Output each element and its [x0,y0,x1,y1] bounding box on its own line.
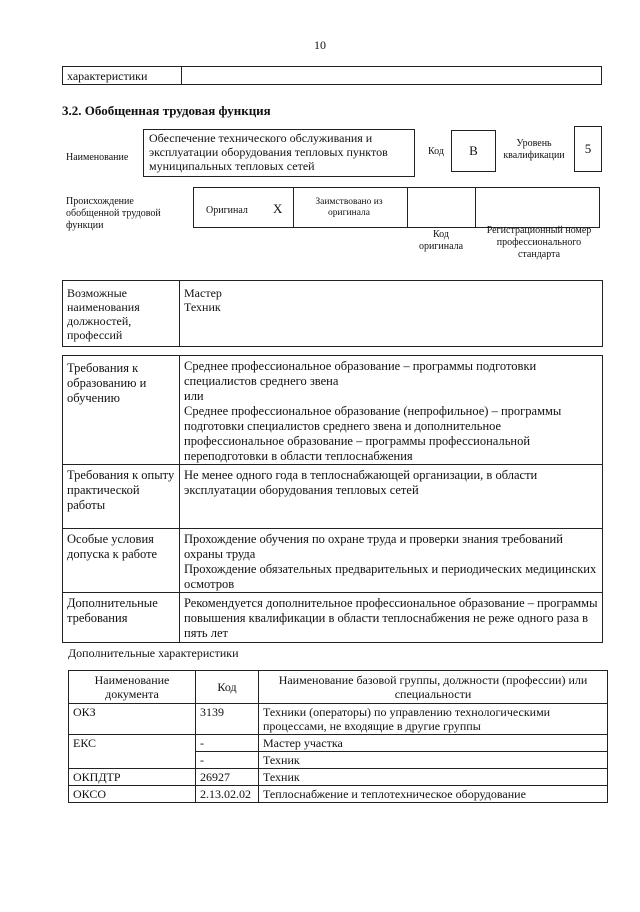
extra-doc-cell: ОКЗ [69,704,196,735]
origin-label: Происхождение обобщенной трудовой функции [66,196,161,231]
borrowed-label: Заимствовано из оригинала [315,197,383,218]
extra-name-cell: Теплоснабжение и теплотехническое оборудование [259,786,608,803]
extra-code-cell: - [196,735,259,752]
origin-table [193,187,600,228]
requirement-line: Рекомендуется дополнительное профессиональное образование – программы повышения квалификации в области теплоснабжения не реже одного раза в пять лет [184,596,598,640]
table-row [69,735,608,752]
extra-code-cell: 3139 [196,704,259,735]
requirement-text [180,356,603,465]
requirement-line: или [184,389,204,403]
extra-table [68,670,608,803]
function-name-value: Обеспечение технического обслуживания и эксплуатации оборудования тепловых пунктов муниципальных тепловых сетей [149,131,388,173]
extra-header-code: Код [196,671,259,704]
extra-name-cell: Мастер участка [259,735,608,752]
extra-doc-cell: ЕКС [69,735,196,752]
table-row [69,786,608,803]
requirement-row [63,593,603,643]
original-label: Оригинал [206,205,248,216]
requirement-text [180,593,603,643]
extra-header-name: Наименование базовой группы, должности (профессии) или специальности [259,671,608,704]
requirement-row [63,529,603,593]
requirement-text [180,465,603,529]
section-title: 3.2. Обобщенная трудовая функция [62,103,271,118]
requirement-text [180,529,603,593]
extra-code-cell: - [196,752,259,769]
extra-doc-cell: ОКСО [69,786,196,803]
code-original-label: Код оригинала [418,229,464,252]
requirement-row [63,465,603,529]
requirement-label: Требования к образованию и обучению [63,356,180,465]
level-value: 5 [584,141,592,156]
page-number: 10 [314,38,326,52]
code-box [451,130,496,172]
requirement-label: Особые условия допуска к работе [63,529,180,593]
top-row-divider [181,67,182,84]
requirement-row [63,356,603,465]
requirement-line: Прохождение обязательных предварительных и периодических медицинских осмотров [184,562,597,591]
requirement-label: Дополнительные требования [63,593,180,643]
requirement-line: Не менее одного года в теплоснабжающей организации, в области эксплуатации оборудования тепловых сетей [184,468,538,497]
code-label: Код [428,146,444,157]
extra-name-cell: Техники (операторы) по управлению технологическими процессами, не входящие в другие группы [259,704,608,735]
name-label: Наименование [66,152,129,163]
requirement-line: Среднее профессиональное образование (непрофильное) – программы подготовки специалистов среднего звена и дополнительное профессиональное образование – программы профессиональной переподготовки в области теплоснабжения [184,404,562,463]
positions-label: Возможные наименования должностей, профессий [63,281,180,347]
code-value: B [469,143,478,158]
positions-table [62,280,603,347]
extra-doc-cell [69,752,196,769]
origin-divider-3 [475,188,476,227]
position-item: Техник [184,300,221,314]
original-mark: X [273,201,283,216]
positions-values [180,281,603,347]
level-box [574,126,602,172]
table-row [69,769,608,786]
requirements-table [62,355,603,643]
requirement-line: Среднее профессиональное образование – программы подготовки специалистов среднего звена [184,359,537,388]
extra-header-doc: Наименование документа [69,671,196,704]
function-name-box [143,129,415,177]
requirement-line: Прохождение обучения по охране труда и проверки знания требований охраны труда [184,532,563,561]
top-row-label: характеристики [67,69,148,83]
top-continuation-row [62,66,602,85]
extra-doc-cell: ОКПДТР [69,769,196,786]
extra-header-row [69,671,608,704]
origin-divider-1 [293,188,294,227]
extra-title: Дополнительные характеристики [68,646,239,660]
reg-number-label: Регистрационный номер профессионального стандарта [486,225,592,260]
extra-name-cell: Техник [259,752,608,769]
requirement-label: Требования к опыту практической работы [63,465,180,529]
table-row [69,752,608,769]
extra-name-cell: Техник [259,769,608,786]
table-row [69,704,608,735]
extra-code-cell: 2.13.02.02 [196,786,259,803]
position-item: Мастер [184,286,222,300]
level-label: Уровень квалификации [503,138,565,161]
extra-code-cell: 26927 [196,769,259,786]
origin-divider-2 [407,188,408,227]
